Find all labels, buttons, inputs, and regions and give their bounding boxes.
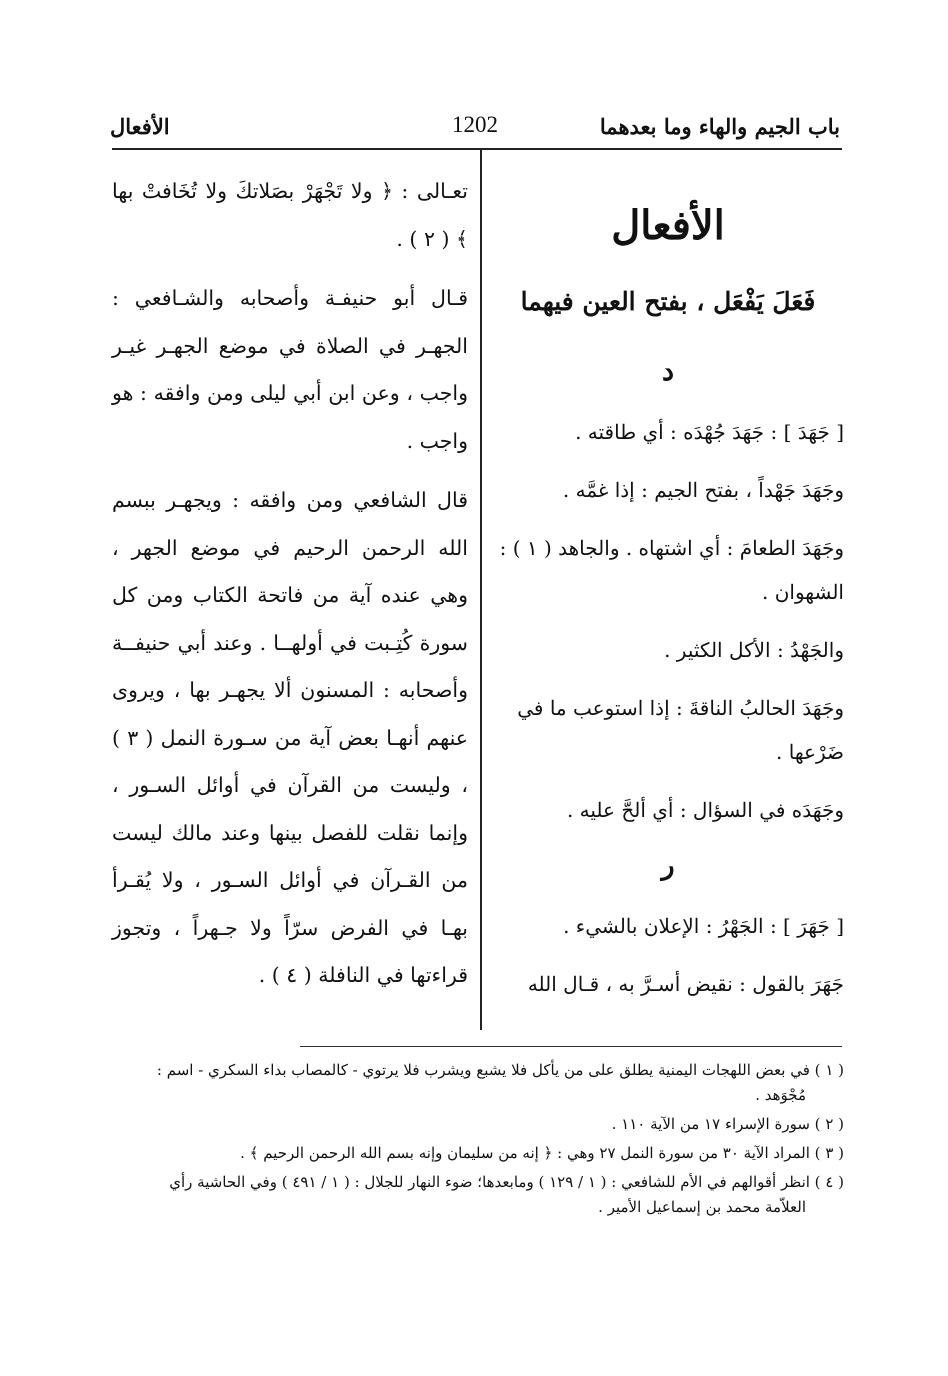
footnote-text: ( ١ ) في بعض اللهجات اليمنية يطلق على من يأكل فلا يشبع ويشرب فلا يرتوي - كالمصاب بداء السكري - اسم : bbox=[156, 1061, 844, 1079]
footnote-3: ( ٣ ) المراد الآية ٣٠ من سورة النمل ٢٧ وهي : ﴿ إنه من سليمان وإنه بسم الله الرحمن الرحيم ﴾ . bbox=[240, 1144, 844, 1162]
footnote-1 bbox=[112, 1058, 844, 1108]
page-header bbox=[110, 108, 840, 148]
letter-heading-ra: ر bbox=[661, 850, 675, 881]
page-number: 1202 bbox=[452, 112, 498, 137]
footnotes bbox=[112, 1058, 844, 1224]
footnote-text: مُجْوَهد . bbox=[755, 1086, 806, 1104]
chapter-title: باب الجيم والهاء وما بعدهما bbox=[599, 114, 840, 139]
body-paragraph: قـال أبو حنيفـة وأصحابه والشـافعي : الجهـر في الصلاة في موضع الجهـر غيـر واجب ، وعن ابن أبي ليلى ومن وافقه : هو واجب . bbox=[112, 286, 468, 453]
entry-paragraph: وجَهَدَ الحالبُ الناقةَ : إذا استوعب ما في ضَرْعها . bbox=[517, 696, 844, 764]
section-heading: الأفعال bbox=[611, 202, 725, 249]
footnote-text: العلاّمة محمد بن إسماعيل الأمير . bbox=[598, 1198, 806, 1216]
entry-paragraph: وجَهَدَ الطعامَ : أي اشتهاه . والجاهد ( ١ ) : الشهوان . bbox=[499, 536, 844, 604]
section-title: الأفعال bbox=[110, 114, 170, 139]
header-rule bbox=[112, 148, 842, 150]
left-column bbox=[112, 168, 468, 1012]
footnote-2: ( ٢ ) سورة الإسراء ١٧ من الآية ١١٠ . bbox=[611, 1115, 844, 1133]
footnote-4 bbox=[112, 1170, 844, 1220]
right-column bbox=[492, 168, 844, 1020]
letter-heading-dal: د bbox=[661, 356, 675, 387]
body-paragraph: تعـالى : ﴿ ولا تَجْهَرْ بصَلاتكَ ولا تُخَافتْ بها ﴾ ( ٢ ) . bbox=[112, 179, 468, 251]
footnote-text: ( ٤ ) انظر أقوالهم في الأم للشافعي : ( ١ / ١٢٩ ) ومابعدها؛ ضوء النهار للجلال : ( ١ / ٤٩١ ) وفي الحاشية رأي bbox=[169, 1173, 844, 1191]
entry-paragraph: والجَهْدُ : الأكل الكثير . bbox=[664, 638, 844, 662]
entry-paragraph: [ جَهَدَ ] : جَهَدَ جُهْدَه : أي طاقته . bbox=[575, 420, 844, 444]
subsection-heading: فَعَلَ يَفْعَل ، بفتح العين فيهما bbox=[520, 287, 816, 316]
body-paragraph: قال الشافعي ومن وافقه : ويجهـر ببسم الله الرحمن الرحيم في موضع الجهر ، وهي عنده آية من فاتحة الكتاب ومن كل سورة كُتِـبت في أولهــا . وعند أبي حنيفــة وأصحابه : المسنون ألا يجهـر بها ، ويروى عنهم أنهـا بعض آية من سـورة النمل ( ٣ ) ، وليست من القرآن في أوائل السـور ، وإنما نقلت للفصل بينها وعند مالك ليست من القـرآن في أوائل السـور ، ولا يُقـرأ بهـا في الفرض سرّاً ولا جـهراً ، وتجوز قراءتها في النافلة ( ٤ ) . bbox=[112, 488, 468, 987]
column-divider bbox=[480, 150, 482, 1030]
footnote-rule bbox=[300, 1046, 842, 1047]
entry-paragraph: جَهَرَ بالقول : نقيض أسـرَّ به ، قـال الله bbox=[527, 972, 844, 996]
entry-paragraph: وجَهَدَ جَهْداً ، بفتح الجيم : إذا غمَّه . bbox=[562, 478, 844, 502]
entry-paragraph: وجَهَدَه في السؤال : أي ألحَّ عليه . bbox=[566, 798, 844, 822]
entry-paragraph: [ جَهَرَ ] : الجَهْرُ : الإعلان بالشيء . bbox=[563, 914, 844, 938]
